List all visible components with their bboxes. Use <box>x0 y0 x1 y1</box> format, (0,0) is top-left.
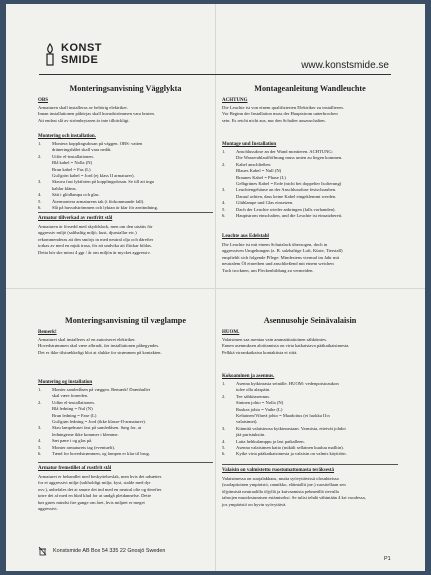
step-text: Tee sähköasennus. <box>236 393 271 399</box>
step-number: 2. <box>38 153 42 159</box>
step-number: 3. <box>38 425 42 431</box>
step-text: Anschlussdose an der Wand montieren. ACHTUNG: <box>236 149 334 154</box>
step-number: 5. <box>38 444 42 450</box>
section-title: Monteringsanvisning Vägglykta <box>69 84 182 93</box>
step-text: Brun ledning = Fase (L) <box>52 412 97 418</box>
step-text: Sininen johto = Nolla (N) <box>236 400 284 406</box>
step-number: 4. <box>38 438 42 444</box>
step-number: 2. <box>222 393 226 399</box>
intro-text: Armaturet skal installeres af en autoriseret elektriker. Hovedstrømmen skal være afbrudt, før installationen påbegyndes. Det er ikke tilstrækkeligt blot at slukke for strømmen på kontakten. <box>38 337 162 355</box>
step-text: Udfør el-installationen. <box>52 399 95 405</box>
step-text: Kabel anschließen: <box>236 161 272 167</box>
section-title: Montageanleitung Wandleuchte <box>254 84 366 93</box>
section-german <box>222 84 398 284</box>
section-finnish <box>222 316 398 541</box>
step-number: 5. <box>38 198 42 204</box>
step-number: 1. <box>38 141 42 146</box>
mounting-heading: Montering och installation. <box>38 134 96 139</box>
step-number: 4. <box>38 192 42 198</box>
section-divider <box>38 212 213 213</box>
step-number: 5. <box>222 445 226 450</box>
step-text: jää puristuksiin. <box>236 432 266 438</box>
step-number: 1. <box>222 149 226 154</box>
step-text: Utför el-installationen. <box>52 153 94 159</box>
step-number: 6. <box>38 451 42 456</box>
page-number: P1 <box>384 556 391 562</box>
step-text: Tænd for hovedstrømmen, og lampen er klar til brug. <box>52 451 150 456</box>
step-text: Leuchtengehäuse an der Anschlussdose festschrauben. <box>236 187 337 193</box>
step-text: kablar kläms. <box>52 185 77 191</box>
header-rule <box>39 74 391 75</box>
intro-text: Valaisimen saa asentaa vain ammattitaitoinen sähkömies. Ennen asennuksen aloittamista on virta katkaistava pääkatkaisimesta. Pelkkä virrankatkaisu kontaktista ei riitä. <box>222 337 350 355</box>
step-number: 4. <box>222 438 226 444</box>
step-text: Blaues Kabel = Null (N) <box>236 168 282 174</box>
step-number: 2. <box>222 161 226 167</box>
step-number: 1. <box>38 387 42 392</box>
step-text: tulee olla alaspäin. <box>236 387 271 393</box>
step-number: 5. <box>222 206 226 212</box>
section-title: Monteringsanvisning til væglampe <box>64 316 186 325</box>
step-text: ledningerne ikke kommer i klemme. <box>52 431 119 437</box>
step-number: 4. <box>222 200 226 206</box>
step-text: Asenna valaisimen katto (mikäli sellainen kuuluu malliin). <box>236 445 344 450</box>
steel-text: Valaisimessa on suojalakkaus, mutta syövyttävissä olosuhteissa (suolapitoinen ympäristö, rannikko, eläintallit jne.) suositellaan sen öljyämistä neutraalilla öljyllä ja kuivaamista pehmeällä rievulla tahrojen muodostumisen estämiseksi. Se tulisi tehdä vähintään 4 krt vuodessa, jos ympäristö on hyvin syövyttävä. <box>222 476 366 507</box>
brand-logo <box>42 42 102 66</box>
step-text: Skruva fast lyktfoten på kopplingsdosan. Se till att inga <box>52 179 154 185</box>
step-text: Glühlampe und Glas einsetzen. <box>236 200 294 206</box>
steel-heading: Valaisin on valmistettu ruostumattomasta teräksestä <box>222 468 335 473</box>
section-divider <box>222 464 398 465</box>
steel-text: Die Leuchte ist mit einem Schutzlack überzogen, doch in aggressiven Umgebungen (z. B. salzhaltige Luft, Küste, Tierstall) empfiehlt sich folgende Pflege: Mindestens viermal im Jahr mit neutralem Öl einreiben und anschließend mit einem weichen Tuch trocknen, um Fleckenbildung zu vermeiden. <box>222 242 343 273</box>
section-norwegian <box>38 316 213 541</box>
step-text: Gul/grön kabel = Jord (ej klass II armaturer). <box>52 173 135 178</box>
step-text: Montera kopplingsdosan på väggen. OBS: vatten <box>52 141 143 146</box>
step-text: Kiinnitä valaisinosa kytkinrasiaan. Varmista, etteivät johdot <box>236 425 346 431</box>
step-text: Dach der Leuchte wieder anbringen (falls vorhanden). <box>236 206 336 212</box>
step-text: Braunes Kabel = Phase (L) <box>236 174 286 180</box>
step-text: Brun kabel = Fas (L) <box>52 166 91 172</box>
step-text: Skru lampehuset fast på samledåsen. Sørg for, at <box>52 425 142 431</box>
notice-heading: OBS <box>38 98 49 103</box>
mounting-heading: Montage und Installation <box>222 142 277 147</box>
step-number: 3. <box>222 187 226 193</box>
section-swedish <box>38 84 213 284</box>
fold-line-horizontal <box>6 288 425 289</box>
step-text: Monter armaturets tag (eventuelt). <box>52 444 116 450</box>
step-text: valaisimet). <box>236 419 258 425</box>
step-text: Monter samledåsen på væggen. Bemærk! Drænhullet <box>52 387 150 392</box>
company-address: Konstsmide AB Box 54 335 22 Gnosjö Sweden <box>53 548 166 554</box>
step-text: Slå på huvudströmmen och lyktan är klar för användning. <box>52 205 159 210</box>
step-text: Sæt pære i og glas på. <box>52 438 93 444</box>
notice-heading: HUOM. <box>222 330 240 335</box>
website-url: www.konstsmide.se <box>301 60 389 71</box>
mounting-heading: Kokoaminen ja asennus. <box>222 374 275 379</box>
step-number: 6. <box>222 213 226 218</box>
step-text: Gul/grøn ledning = Jord (ikke klasse-II-armaturer). <box>52 419 146 424</box>
brand-line-1: KONST <box>61 42 102 54</box>
step-text: Kytke virta pääkatkaisimesta ja valaisin on valmis käyttöön. <box>236 451 347 457</box>
section-divider <box>38 462 213 463</box>
step-text: skal være forneden. <box>52 393 89 399</box>
recycle-bin-icon <box>38 546 47 556</box>
step-text: Blå kabel = Nolla (N) <box>52 160 93 166</box>
step-text: Hauptstrom einschalten, und die Leuchte ist einsatzbereit. <box>236 213 343 218</box>
step-number: 6. <box>222 451 226 457</box>
step-number: 3. <box>38 179 42 185</box>
footer <box>38 546 165 556</box>
steel-heading: Leuchte aus Edelstahl <box>222 234 269 239</box>
intro-text: Armaturen skall installeras av behörig elektriker. Innan installationen påbörjas skall huvudströmmen vara bruten. Att endast slå av strömbrytaren är inte tillräckligt. <box>38 105 155 123</box>
step-text: Blå ledning = Nul (N) <box>52 406 93 412</box>
notice-heading: Bemerk! <box>38 330 57 335</box>
step-text: Keltainen/Vihreä johto = Maadoitus (ei luokka II:n <box>236 413 330 418</box>
instruction-sheet <box>6 4 425 571</box>
steel-heading: Armatur tillverkad av rostfritt stål <box>38 216 113 221</box>
notice-heading: ACHTUNG <box>222 98 248 103</box>
brand-line-2: SMIDE <box>61 54 99 66</box>
steel-text: Armaturet er behandlet med beskyttelseslak, men hvis det udsættes for et aggressivt miljø (saltholdigt miljø, kyst, stalde med dyr osv.), anbefales det at smøre det ind med en neutral olie og derefter tørre det af med en blød klud for at undgå pletdannelse. Dette bør gøres mindst fire gange om året, hvis miljøet er meget aggressivt. <box>38 474 162 512</box>
steel-text: Armaturen är försedd med skyddslack, men om den utsätts för aggressiv miljö (saltbaltig miljö, kust, djurstallar etc.) rekommenderas att den smörjs in med neutral olja och därefter torkas av med en mjuk trasa, för att undvika att fläckar bildas. Detta bör ske minst 4 ggr / år om miljön är mycket aggressiv. <box>38 224 154 255</box>
candle-logo-icon <box>42 42 58 66</box>
step-text: Die Wasserablaufföffnung muss unten zu liegen kommen. <box>236 155 343 161</box>
step-text: dräneringshålet skall vara nedåt. <box>52 147 112 153</box>
step-number: 6. <box>38 205 42 210</box>
step-text: Sätt i glödlampa och glas. <box>52 192 100 198</box>
mounting-heading: Montering og installation <box>38 380 93 385</box>
step-text: Darauf achten, dass keine Kabel eingeklemmt werden. <box>236 193 337 199</box>
step-text: Återmontera armaturens tak (i förkommande fall). <box>52 198 145 204</box>
step-text: Ruskea johto = Vaihe (L) <box>236 406 283 412</box>
step-number: 3. <box>222 425 226 431</box>
section-title: Asennusohje Seinävalaisin <box>263 316 357 325</box>
steel-heading: Armatur fremstillet af rustfrit stål <box>38 466 112 471</box>
intro-text: Die Leuchte ist von einem qualifizierten Elektriker zu installieren. Vor Beginn der Installation muss der Hauptstrom unterbrochen sein. Es reicht nicht aus, nur den Schalter auszuschalten. <box>222 105 344 123</box>
step-number: 1. <box>222 381 226 386</box>
step-number: 2. <box>38 399 42 405</box>
step-text: Laita hehkulamppu ja lasi paikalleen. <box>236 438 305 444</box>
step-text: Asenna kytkinrasia seinälle. HUOM: vedenpoistoaukon <box>236 381 339 386</box>
step-text: Gelbgrünes Kabel = Erde (nicht bei doppelter Isolierung) <box>236 181 342 186</box>
header <box>6 4 425 80</box>
